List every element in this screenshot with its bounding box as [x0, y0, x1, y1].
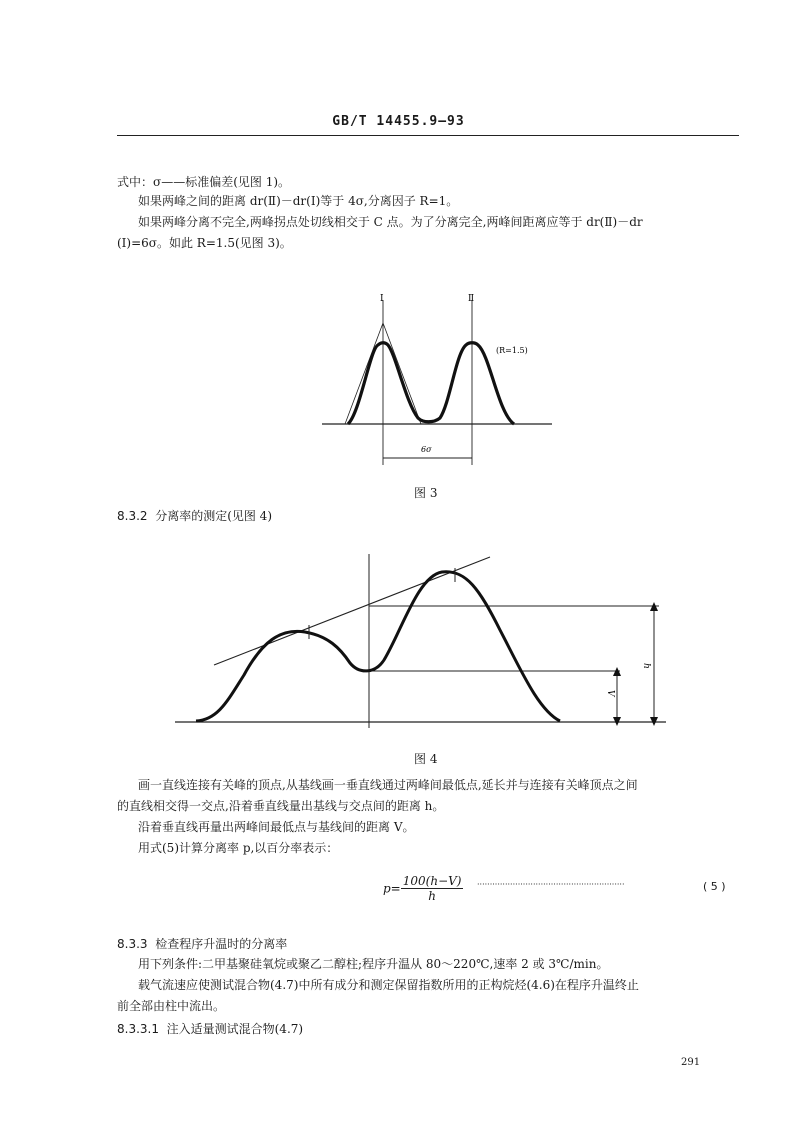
- section-8-3-3-1-number: 8.3.3.1: [117, 1022, 159, 1036]
- intro-line-3: 如果两峰分离不完全,两峰拐点处切线相交于 C 点。为了分离完全,两峰间距离应等于 dr(Ⅱ)－dr: [138, 215, 643, 229]
- intro-line-1: 式中：σ——标准偏差(见图 1)。: [117, 175, 291, 189]
- para3: 用式(5)计算分离率 p,以百分率表示：: [138, 841, 339, 855]
- figure-3: [300, 285, 560, 470]
- formula-5: [383, 874, 463, 903]
- section-8-3-3-line-1: 用下列条件:二甲基聚硅氧烷或聚乙二醇柱;程序升温从 80～220℃,速率 2 或 3℃/min。: [138, 957, 609, 971]
- section-8-3-3-heading: [117, 935, 287, 952]
- para1-line-2: 的直线相交得一交点,沿着垂直线量出基线与交点间的距离 h。: [117, 799, 445, 813]
- intro-line-2: 如果两峰之间的距离 dr(Ⅱ)－dr(Ⅰ)等于 4σ,分离因子 R=1。: [138, 194, 459, 208]
- fig3-tangent-right: [383, 323, 421, 424]
- fig3-peak2-label: Ⅱ: [468, 294, 475, 304]
- header-rule: [117, 135, 739, 136]
- section-8-3-3-number: 8.3.3: [117, 937, 148, 951]
- figure-3-caption: 图 3: [414, 486, 438, 500]
- intro-line-4: (Ⅰ)=6σ。如此 R=1.5(见图 3)。: [117, 236, 292, 250]
- fig3-distance-label: 6σ: [421, 445, 432, 454]
- section-8-3-2-heading: [117, 507, 272, 524]
- formula-fraction: [401, 874, 464, 903]
- section-8-3-3-line-3: 前全部由柱中流出。: [117, 999, 226, 1013]
- section-8-3-2-number: 8.3.2: [117, 509, 148, 523]
- section-8-3-3-1-title: 注入适量测试混合物(4.7): [166, 1022, 304, 1036]
- fig4-peak-curve: [196, 572, 560, 721]
- document-header: GB/T 14455.9—93: [332, 114, 465, 129]
- para1-line-1: 画一直线连接有关峰的顶点,从基线画一垂直线通过两峰间最低点,延长并与连接有关峰顶点之间: [138, 778, 638, 792]
- formula-denominator: h: [428, 889, 436, 903]
- figure-4-caption: 图 4: [414, 752, 438, 766]
- fig3-tangent-left: [345, 323, 383, 424]
- para2: 沿着垂直线再量出两峰间最低点与基线间的距离 V。: [138, 820, 415, 834]
- section-8-3-2-title: 分离率的测定(见图 4): [155, 509, 273, 523]
- fig3-r-label: (R=1.5): [496, 346, 528, 355]
- page-number: 291: [681, 1057, 701, 1068]
- section-8-3-3-line-2: 载气流速应使测试混合物(4.7)中所有成分和测定保留指数所用的正构烷烃(4.6)在程序升温终止: [138, 978, 639, 992]
- fig4-v-label: V: [605, 690, 615, 697]
- section-8-3-3-1-heading: [117, 1020, 303, 1037]
- formula-lhs: p=: [383, 881, 401, 896]
- section-8-3-3-title: 检查程序升温时的分离率: [155, 937, 288, 951]
- formula-numerator: 100(h−V): [402, 874, 462, 888]
- fig3-peak1-label: Ⅰ: [380, 294, 384, 304]
- figure-4: [170, 550, 670, 735]
- fig4-h-label: h: [641, 663, 651, 669]
- fig3-peak-curve: [348, 343, 514, 424]
- formula-number: ( 5 ): [703, 880, 726, 893]
- formula-leader-dots: ··························································: [477, 880, 625, 889]
